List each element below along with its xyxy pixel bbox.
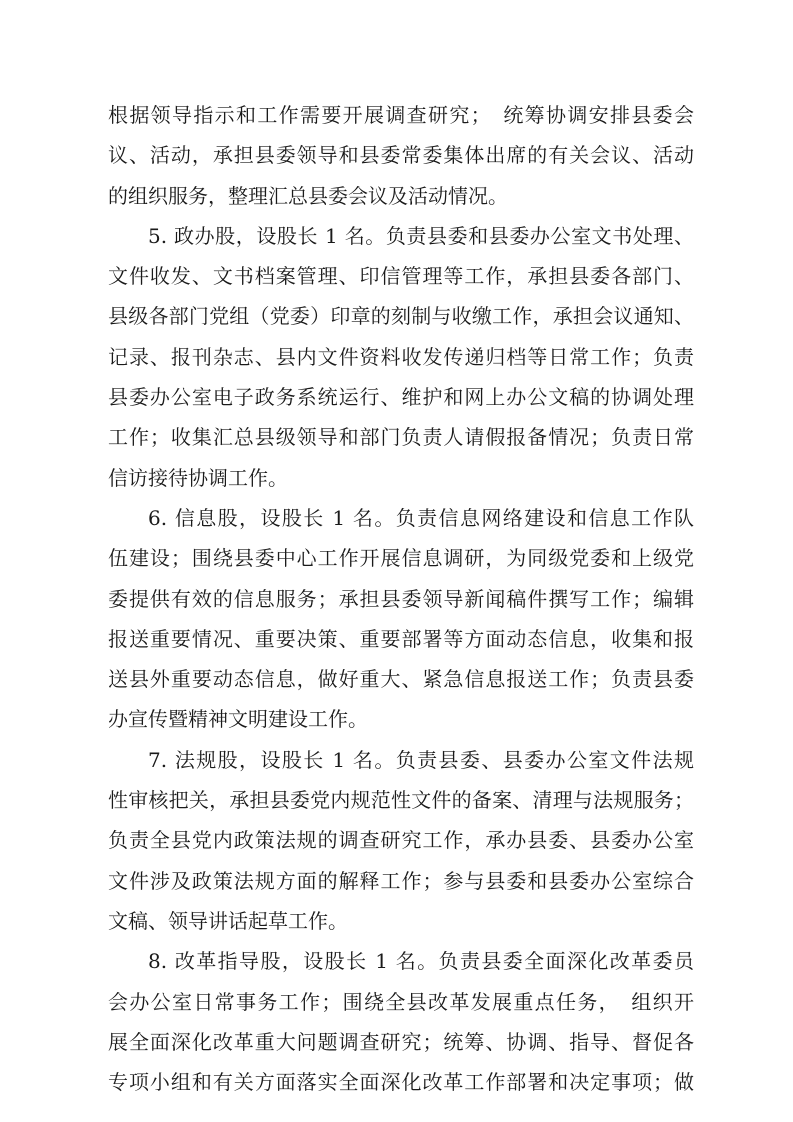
text-line: 报送重要情况、重要决策、重要部署等方面动态信息，收集和报 (108, 626, 694, 651)
text-line: 8. 改革指导股，设股长 1 名。负责县委全面深化改革委员 (148, 949, 694, 974)
text-line: 县级各部门党组（党委）印章的刻制与收缴工作，承担会议通知、 (108, 304, 694, 329)
text-line: 信访接待协调工作。 (108, 465, 288, 490)
text-line: 5. 政办股，设股长 1 名。负责县委和县委办公室文书处理、 (148, 223, 694, 248)
text-line: 文稿、领导讲话起草工作。 (108, 908, 348, 933)
text-line: 记录、报刊杂志、县内文件资料收发传递归档等日常工作；负责 (108, 344, 694, 369)
paragraph-zhengban-section (108, 216, 694, 498)
text-line: 办宣传暨精神文明建设工作。 (108, 707, 368, 732)
text-line: 送县外重要动态信息，做好重大、紧急信息报送工作；负责县委 (108, 667, 694, 692)
text-line: 文件收发、文书档案管理、印信管理等工作，承担县委各部门、 (108, 264, 694, 289)
text-line: 的组织服务，整理汇总县委会议及活动情况。 (108, 183, 508, 208)
paragraph-fagui-section (108, 740, 694, 941)
text-line: 6. 信息股，设股长 1 名。负责信息网络建设和信息工作队 (148, 505, 694, 530)
paragraph-gaige-section (108, 941, 694, 1102)
text-line: 县委办公室电子政务系统运行、维护和网上办公文稿的协调处理 (108, 385, 694, 410)
document-body (108, 95, 694, 1102)
text-line: 文件涉及政策法规方面的解释工作；参与县委和县委办公室综合 (108, 868, 694, 893)
text-line: 伍建设；围绕县委中心工作开展信息调研，为同级党委和上级党 (108, 546, 694, 571)
text-line: 性审核把关，承担县委党内规范性文件的备案、清理与法规服务； (108, 788, 694, 813)
text-line: 议、活动，承担县委领导和县委常委集体出席的有关会议、活动 (108, 143, 694, 168)
text-line: 会办公室日常事务工作；围绕全县改革发展重点任务， 组织开 (108, 989, 694, 1014)
text-line: 展全面深化改革重大问题调查研究；统筹、协调、指导、督促各 (108, 1029, 694, 1054)
text-line: 负责全县党内政策法规的调查研究工作，承办县委、县委办公室 (108, 828, 694, 853)
text-line: 专项小组和有关方面落实全面深化改革工作部署和决定事项；做 (108, 1070, 694, 1095)
paragraph-continued (108, 95, 694, 216)
text-line: 委提供有效的信息服务；承担县委领导新闻稿件撰写工作；编辑 (108, 586, 694, 611)
text-line: 7. 法规股，设股长 1 名。负责县委、县委办公室文件法规 (148, 747, 694, 772)
paragraph-xinxi-section (108, 498, 694, 740)
text-line: 工作；收集汇总县级领导和部门负责人请假报备情况；负责日常 (108, 425, 694, 450)
text-line: 根据领导指示和工作需要开展调查研究； 统筹协调安排县委会 (108, 103, 694, 127)
